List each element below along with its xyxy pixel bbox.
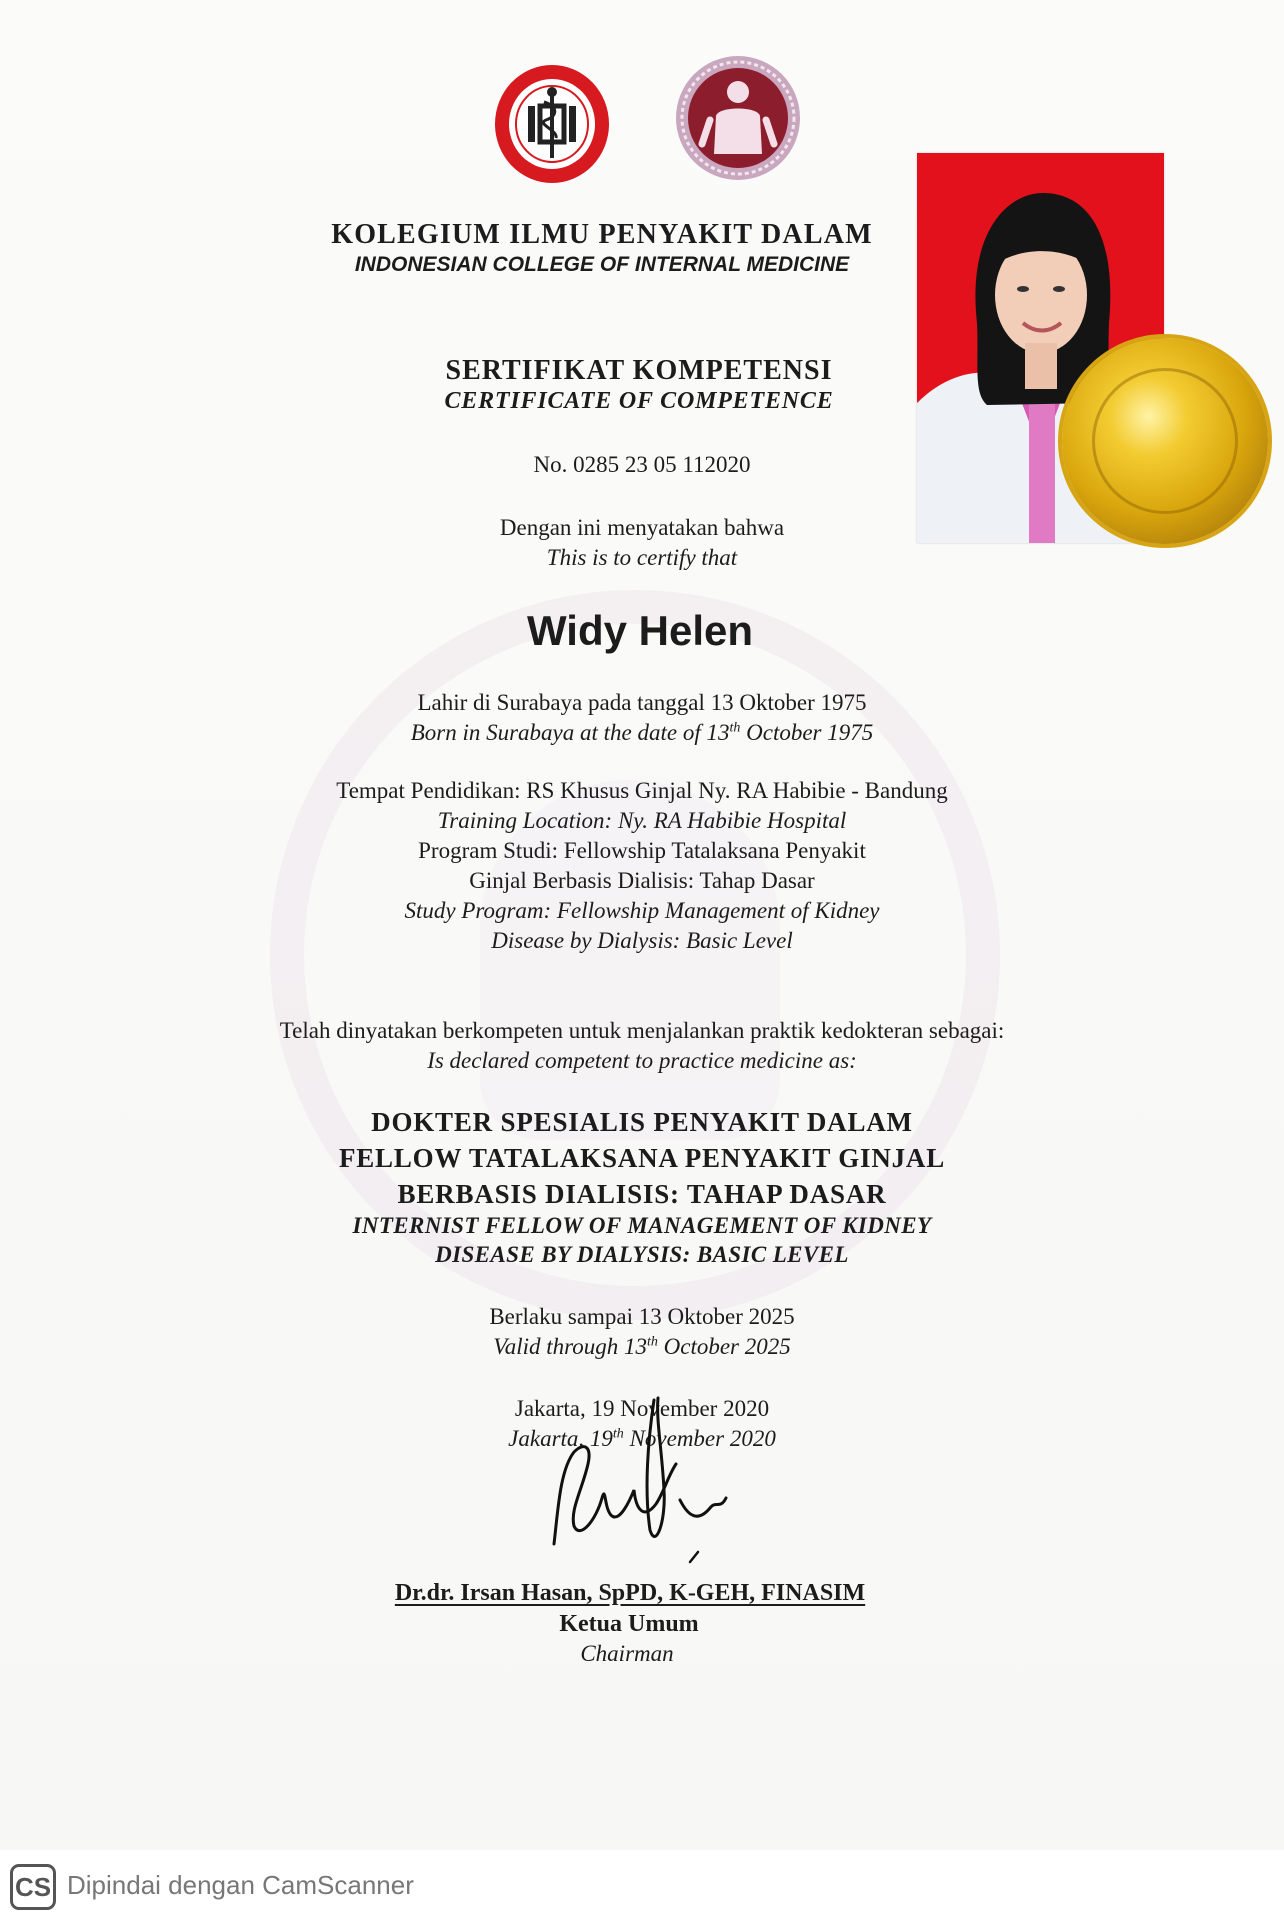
signatory-name: Dr.dr. Irsan Hasan, SpPD, K-GEH, FINASIM xyxy=(394,1580,866,1606)
study-program-en-line1: Study Program: Fellowship Management of Kidney xyxy=(404,898,880,923)
college-name-id: KOLEGIUM ILMU PENYAKIT DALAM xyxy=(331,219,873,250)
certificate-title-en: CERTIFICATE OF COMPETENCE xyxy=(444,388,834,414)
declared-id: Telah dinyatakan berkompeten untuk menjalankan praktik kedokteran sebagai: xyxy=(279,1018,1005,1043)
role-id-line1: DOKTER SPESIALIS PENYAKIT DALAM xyxy=(371,1107,913,1137)
camscanner-logo-icon: CS xyxy=(10,1864,56,1910)
certificate-title-id: SERTIFIKAT KOMPETENSI xyxy=(445,355,833,386)
role-en-line2: DISEASE BY DIALYSIS: BASIC LEVEL xyxy=(435,1242,849,1267)
signatory-title-en: Chairman xyxy=(580,1641,674,1666)
valid-until-id: Berlaku sampai 13 Oktober 2025 xyxy=(489,1304,795,1329)
place-date-en: Jakarta, 19th November 2020 xyxy=(508,1426,776,1451)
role-en-line1: INTERNIST FELLOW OF MANAGEMENT OF KIDNEY xyxy=(352,1213,932,1238)
place-date-id: Jakarta, 19 November 2020 xyxy=(514,1396,770,1421)
born-en: Born in Surabaya at the date of 13th October 1975 xyxy=(410,720,874,745)
intro-en: This is to certify that xyxy=(546,545,738,570)
role-id-line2: FELLOW TATALAKSANA PENYAKIT GINJAL xyxy=(338,1143,946,1173)
training-location-id: Tempat Pendidikan: RS Khusus Ginjal Ny. RA Habibie - Bandung xyxy=(336,778,948,803)
role-id-line3: BERBASIS DIALISIS: TAHAP DASAR xyxy=(397,1179,887,1209)
watermark-figure xyxy=(480,780,780,1140)
idi-logo-icon xyxy=(492,62,612,186)
college-name-en: INDONESIAN COLLEGE OF INTERNAL MEDICINE xyxy=(354,253,850,276)
study-program-id-line2: Ginjal Berbasis Dialisis: Tahap Dasar xyxy=(469,868,815,893)
born-id: Lahir di Surabaya pada tanggal 13 Oktober 1975 xyxy=(417,690,867,715)
signature xyxy=(540,1380,760,1580)
internal-medicine-emblem-icon xyxy=(674,54,802,182)
certificate-number: No. 0285 23 05 112020 xyxy=(533,452,751,477)
study-program-id-line1: Program Studi: Fellowship Tatalaksana Penyakit xyxy=(418,838,866,863)
study-program-en-line2: Disease by Dialysis: Basic Level xyxy=(491,928,793,953)
valid-until-en: Valid through 13th October 2025 xyxy=(493,1334,791,1359)
holder-name: Widy Helen xyxy=(527,607,753,654)
declared-en: Is declared competent to practice medicine as: xyxy=(427,1048,857,1073)
training-location-en: Training Location: Ny. RA Habibie Hospital xyxy=(437,808,847,833)
intro-id: Dengan ini menyatakan bahwa xyxy=(499,515,785,540)
camscanner-label: Dipindai dengan CamScanner xyxy=(67,1870,414,1900)
signatory-title-id: Ketua Umum xyxy=(559,1611,699,1637)
